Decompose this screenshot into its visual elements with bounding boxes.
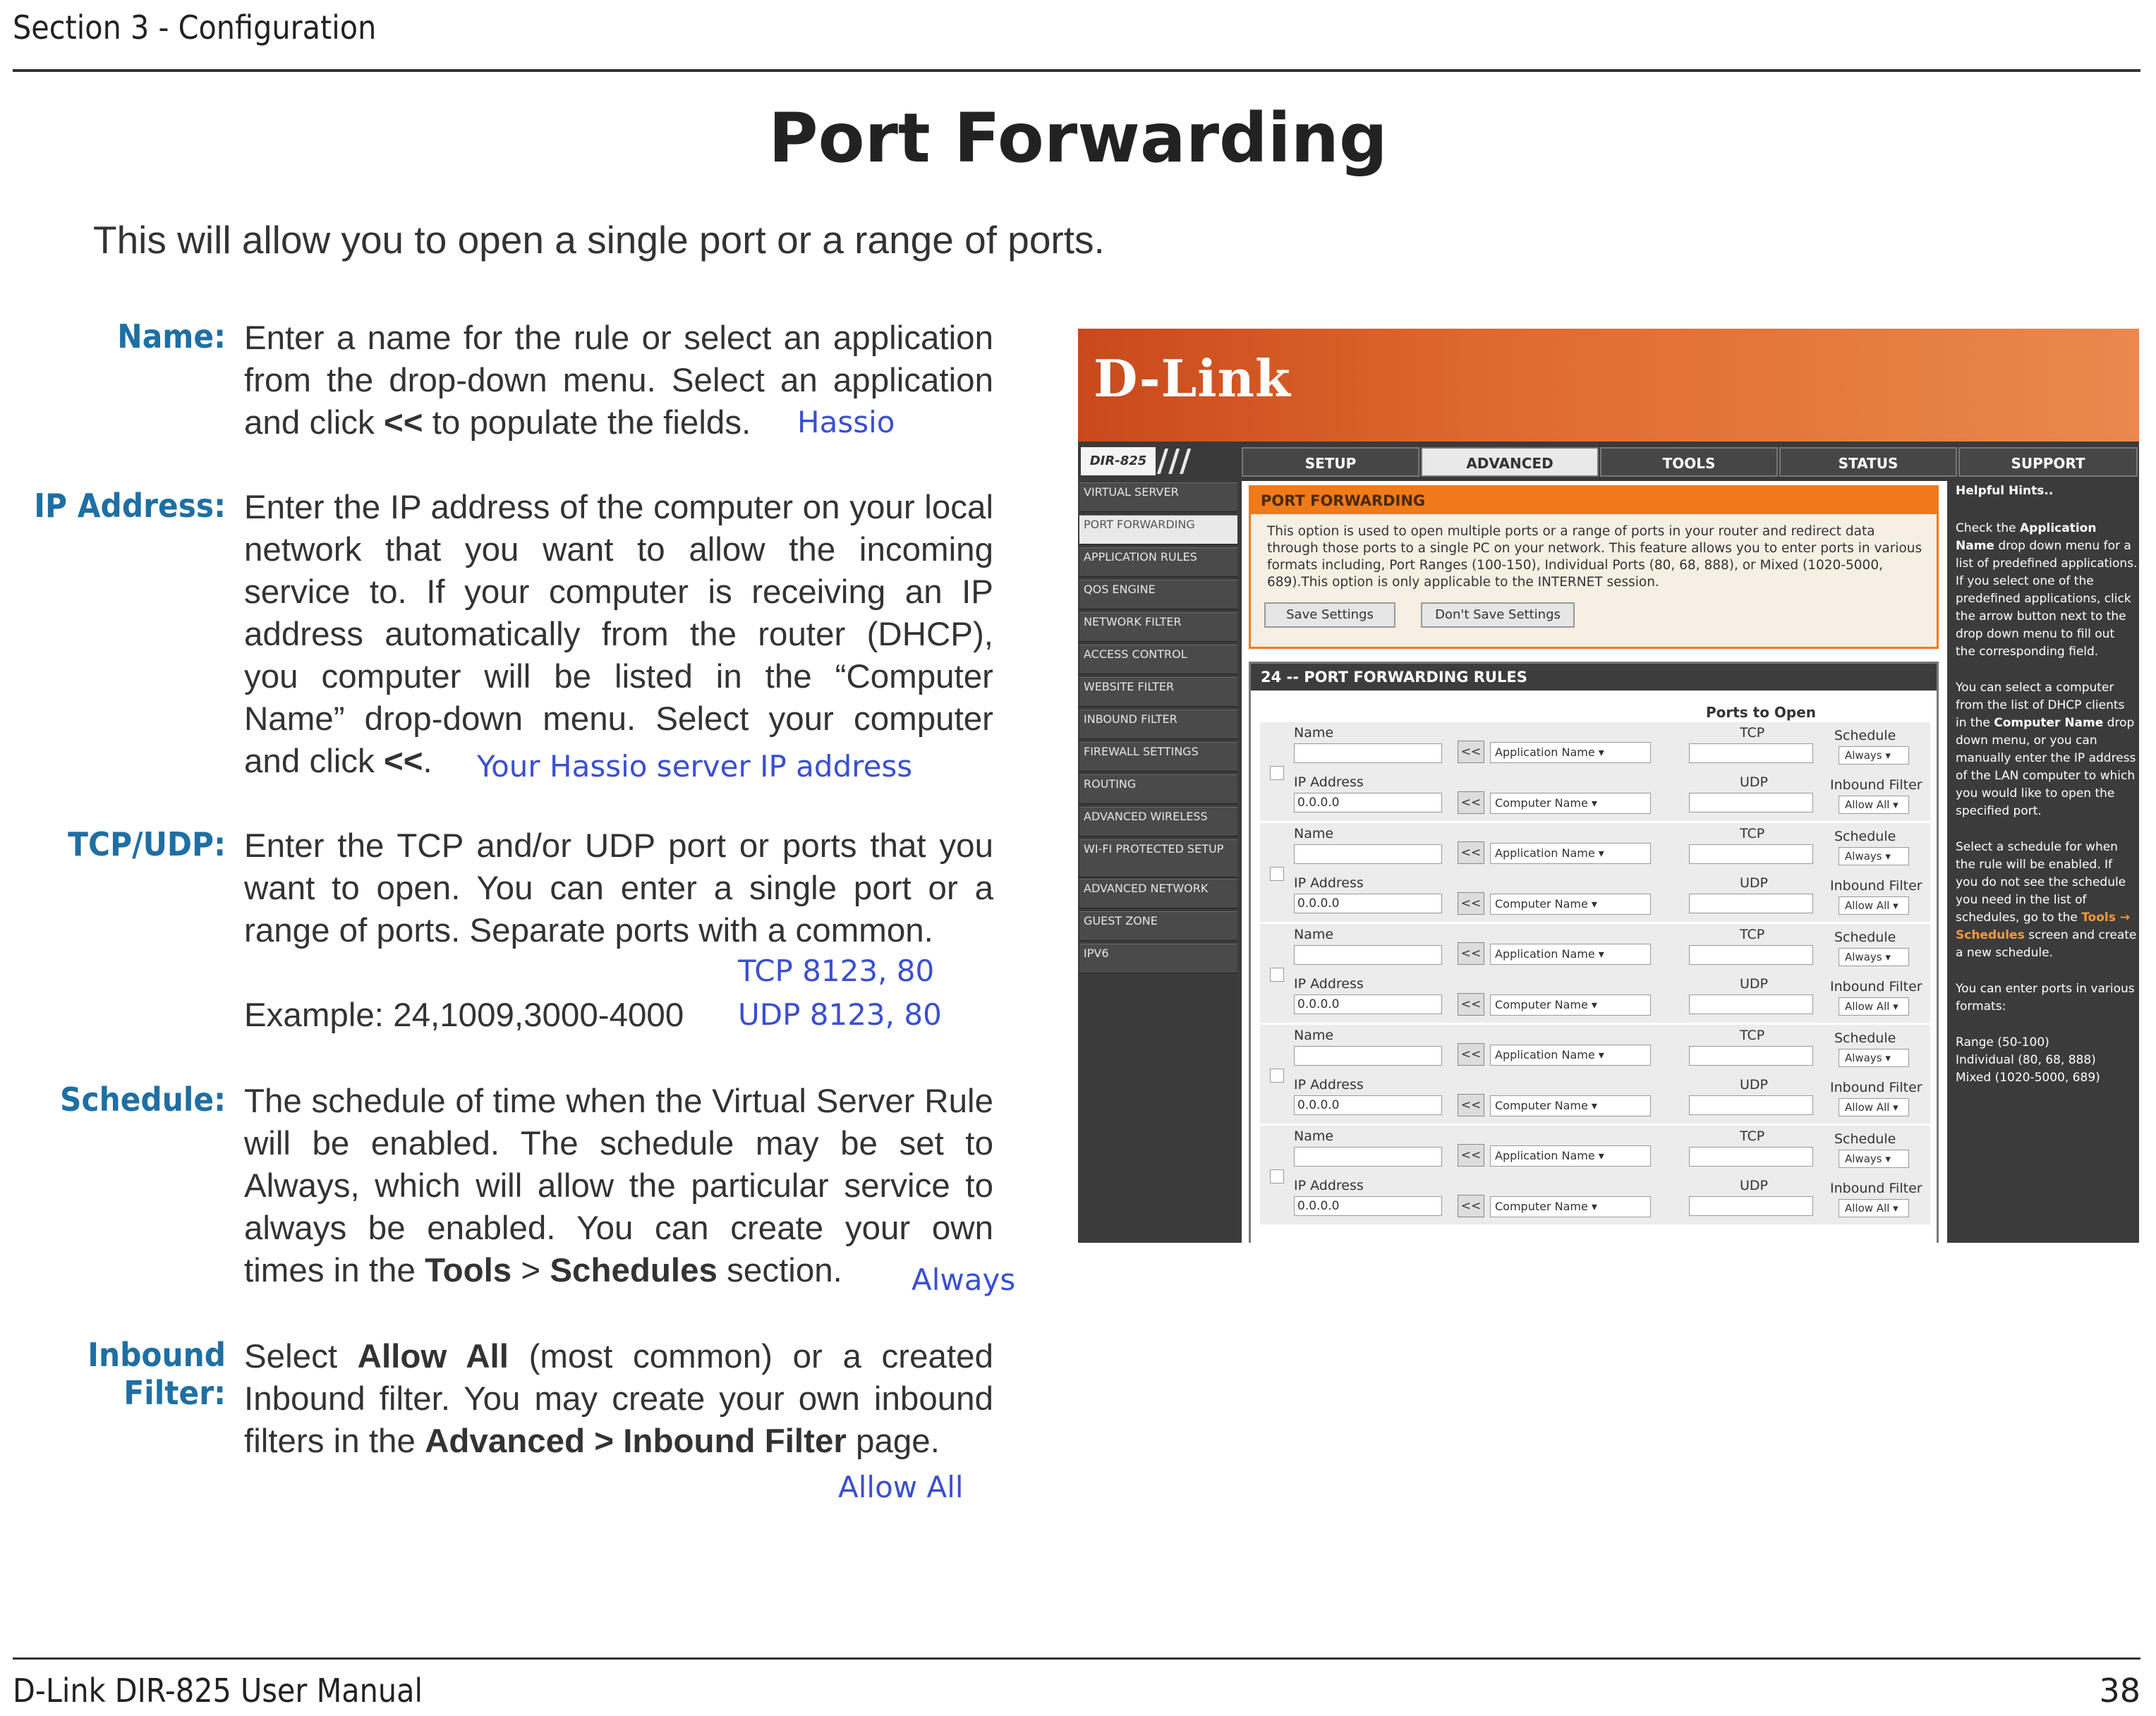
helpful-hints-text (1956, 482, 2138, 1105)
tcp-label: TCP (1740, 927, 1765, 942)
inbound-filter-select[interactable]: Allow All ▾ (1839, 896, 1909, 915)
name-field-label: Name (1294, 826, 1334, 841)
ip-address-input[interactable]: 0.0.0.0 (1294, 793, 1442, 813)
name-description: Enter a name for the rule or select an application from the drop-down menu. Select an application and click << to populate the fields. (244, 320, 993, 442)
ip-field-label: IP Address (1294, 774, 1364, 790)
header-rule (13, 69, 2140, 72)
ip-address-input[interactable]: 0.0.0.0 (1294, 1095, 1442, 1115)
sidebar-item-wi-fi-protected-setup[interactable]: WI-FI PROTECTED SETUP (1079, 839, 1237, 877)
handwritten-tcp-note: TCP 8123, 80 (738, 954, 935, 988)
tab-status[interactable]: STATUS (1779, 447, 1957, 477)
handwritten-udp-note: UDP 8123, 80 (738, 997, 942, 1032)
udp-label: UDP (1740, 976, 1768, 992)
add-computer-button[interactable]: << (1458, 993, 1484, 1016)
name-input[interactable] (1294, 945, 1442, 965)
sidebar-item-firewall-settings[interactable]: FIREWALL SETTINGS (1079, 742, 1237, 772)
inbound-filter-select[interactable]: Allow All ▾ (1839, 796, 1909, 814)
hint-paragraph: Check the Application Name drop down menu for a list of predefined applications. If you select one of the predefined applications, click the arrow button next to the drop down menu to fill out the corresponding field. (1956, 521, 2138, 659)
application-name-select[interactable]: Application Name ▾ (1490, 944, 1651, 965)
tcp-ports-input[interactable] (1689, 1147, 1813, 1167)
add-computer-button[interactable]: << (1458, 892, 1484, 915)
inbound-filter-label: Inbound Filter (1830, 979, 1922, 994)
inbound-filter-label: Inbound Filter (1830, 777, 1922, 793)
schedule-label: Schedule (1834, 1030, 1896, 1046)
name-field-label: Name (1294, 927, 1334, 942)
tcp-ports-input[interactable] (1689, 743, 1813, 763)
udp-ports-input[interactable] (1689, 793, 1813, 813)
ip-address-label: IP Address: (34, 487, 226, 525)
hints-title: Helpful Hints.. (1956, 484, 2054, 498)
inbound-filter-label: Inbound Filter (1830, 878, 1922, 894)
application-name-select[interactable]: Application Name ▾ (1490, 742, 1651, 763)
ip-field-label: IP Address (1294, 1178, 1364, 1193)
ip-address-input[interactable]: 0.0.0.0 (1294, 1196, 1442, 1216)
udp-ports-input[interactable] (1689, 994, 1813, 1014)
application-name-select[interactable]: Application Name ▾ (1490, 1145, 1651, 1167)
inbound-filter-select[interactable]: Allow All ▾ (1839, 997, 1909, 1016)
udp-label: UDP (1740, 875, 1768, 891)
handwritten-filter-note: Allow All (838, 1470, 964, 1504)
application-name-select[interactable]: Application Name ▾ (1490, 843, 1651, 864)
schedule-select[interactable]: Always ▾ (1839, 948, 1909, 966)
sidebar-item-application-rules[interactable]: APPLICATION RULES (1079, 547, 1237, 577)
udp-ports-input[interactable] (1689, 1095, 1813, 1115)
page-title: Port Forwarding (768, 99, 1388, 178)
name-input[interactable] (1294, 1147, 1442, 1167)
footer-manual-title: D-Link DIR-825 User Manual (13, 1672, 423, 1710)
inbound-filter-select[interactable]: Allow All ▾ (1839, 1199, 1909, 1217)
ip-field-label: IP Address (1294, 1077, 1364, 1093)
handwritten-schedule-note: Always (912, 1262, 1016, 1297)
schedule-label: Schedule (1834, 728, 1896, 743)
section-header: Section 3 - Configuration (13, 8, 377, 47)
tab-support[interactable]: SUPPORT (1958, 447, 2138, 477)
computer-name-select[interactable]: Computer Name ▾ (1490, 894, 1651, 915)
add-application-button[interactable]: << (1458, 1144, 1484, 1167)
rule-enable-checkbox[interactable] (1270, 1169, 1284, 1183)
tcp-ports-input[interactable] (1689, 945, 1813, 965)
sidebar-item-inbound-filter[interactable]: INBOUND FILTER (1079, 710, 1237, 739)
sidebar-item-website-filter[interactable]: WEBSITE FILTER (1079, 677, 1237, 707)
ip-field-label: IP Address (1294, 976, 1364, 992)
rule-enable-checkbox[interactable] (1270, 1069, 1284, 1083)
intro-text: This will allow you to open a single port or a range of ports. (93, 218, 1105, 262)
sidebar-item-network-filter[interactable]: NETWORK FILTER (1079, 612, 1237, 642)
tcp-udp-label: TCP/UDP: (68, 825, 226, 863)
sidebar-item-routing[interactable]: ROUTING (1079, 774, 1237, 804)
ip-address-input[interactable]: 0.0.0.0 (1294, 894, 1442, 913)
sidebar-item-port-forwarding[interactable]: PORT FORWARDING (1079, 515, 1237, 544)
ip-address-input[interactable]: 0.0.0.0 (1294, 994, 1442, 1014)
inbound-filter-label: Inbound Filter: (87, 1336, 226, 1412)
add-application-button[interactable]: << (1458, 841, 1484, 864)
sidebar-item-advanced-wireless[interactable]: ADVANCED WIRELESS (1079, 807, 1237, 836)
schedule-label: Schedule (1834, 829, 1896, 844)
save-settings-button[interactable]: Save Settings (1264, 602, 1395, 628)
hint-paragraph: You can enter ports in various formats: (1956, 982, 2135, 1014)
inbound-filter-description: Select Allow All (most common) or a created Inbound filter. You may create your own inbound filters in the Advanced > Inbound Filter page. (244, 1338, 993, 1460)
add-application-button[interactable]: << (1458, 741, 1484, 763)
udp-ports-input[interactable] (1689, 1196, 1813, 1216)
rules-heading: 24 -- PORT FORWARDING RULES (1251, 664, 1937, 690)
name-field-label: Name (1294, 1128, 1334, 1144)
udp-label: UDP (1740, 774, 1768, 790)
computer-name-select[interactable]: Computer Name ▾ (1490, 793, 1651, 814)
inbound-filter-select[interactable]: Allow All ▾ (1839, 1098, 1909, 1116)
name-input[interactable] (1294, 1046, 1442, 1066)
sidebar-item-guest-zone[interactable]: GUEST ZONE (1079, 911, 1237, 941)
add-computer-button[interactable]: << (1458, 1195, 1484, 1217)
tcp-label: TCP (1740, 1128, 1765, 1144)
router-screenshot (1078, 329, 2139, 1243)
tcp-udp-example: Example: 24,1009,3000-4000 (244, 997, 684, 1034)
schedule-label: Schedule (1834, 1131, 1896, 1147)
ip-address-description: Enter the IP address of the computer on your local network that you want to allow the incoming service to. If your computer is receiving an IP address automatically from the router (DHCP), you computer will be listed in the “Computer Name” drop-down menu. Select your computer and click <<. (244, 489, 993, 780)
sidebar-item-qos-engine[interactable]: QOS ENGINE (1079, 580, 1237, 609)
udp-label: UDP (1740, 1178, 1768, 1193)
rule-enable-checkbox[interactable] (1270, 867, 1284, 881)
rule-enable-checkbox[interactable] (1270, 766, 1284, 780)
dlink-logo: D-Link (1094, 348, 1291, 408)
tab-tools[interactable]: TOOLS (1600, 447, 1778, 477)
tcp-ports-input[interactable] (1689, 1046, 1813, 1066)
name-label: Name: (117, 317, 226, 355)
name-field-label: Name (1294, 1028, 1334, 1043)
tcp-udp-description: Enter the TCP and/or UDP port or ports that you want to open. You can enter a single port or a range of ports. Separate ports with a common. (244, 827, 993, 949)
add-computer-button[interactable]: << (1458, 791, 1484, 814)
tcp-label: TCP (1740, 826, 1765, 841)
add-application-button[interactable]: << (1458, 1043, 1484, 1066)
application-name-select[interactable]: Application Name ▾ (1490, 1045, 1651, 1066)
udp-ports-input[interactable] (1689, 894, 1813, 913)
sidebar-item-ipv6[interactable]: IPV6 (1079, 944, 1237, 973)
tab-advanced[interactable]: ADVANCED (1421, 447, 1599, 477)
computer-name-select[interactable]: Computer Name ▾ (1490, 1196, 1651, 1217)
schedule-select[interactable]: Always ▾ (1839, 847, 1909, 865)
dont-save-settings-button[interactable]: Don't Save Settings (1421, 602, 1575, 628)
port-forwarding-description: This option is used to open multiple ports or a range of ports in your router and redirect data through those ports to a single PC on your network. This feature allows you to enter ports in various formats including, Port Ranges (100-150), Individual Ports (80, 68, 888), or Mixed (1020-5000, 689).This option is only applicable to the INTERNET session. (1267, 524, 1922, 590)
page-number: 38 (2099, 1672, 2140, 1710)
hint-paragraph: Select a schedule for when the rule will be enabled. If you do not see the schedule you need in the list of schedules, go to the Tools → Schedules screen and create a new schedule. (1956, 840, 2137, 960)
name-field-label: Name (1294, 725, 1334, 741)
name-input[interactable] (1294, 844, 1442, 864)
schedule-label: Schedule (1834, 930, 1896, 945)
model-badge: DIR-825 (1081, 447, 1156, 475)
footer-rule (13, 1657, 2140, 1660)
computer-name-select[interactable]: Computer Name ▾ (1490, 994, 1651, 1016)
hint-paragraph: Range (50-100) Individual (80, 68, 888) Mixed (1020-5000, 689) (1956, 1035, 2100, 1085)
add-application-button[interactable]: << (1458, 942, 1484, 965)
schedule-select[interactable]: Always ▾ (1839, 1049, 1909, 1067)
divider-slashes: /// (1157, 443, 1192, 479)
inbound-filter-label: Inbound Filter (1830, 1080, 1922, 1095)
sidebar-item-virtual-server[interactable]: VIRTUAL SERVER (1079, 482, 1237, 512)
handwritten-ip-note: Your Hassio server IP address (477, 749, 913, 784)
inbound-filter-label: Inbound Filter (1830, 1181, 1922, 1196)
ports-to-open-header: Ports to Open (1705, 704, 1817, 721)
udp-label: UDP (1740, 1077, 1768, 1093)
name-input[interactable] (1294, 743, 1442, 763)
tcp-ports-input[interactable] (1689, 844, 1813, 864)
tcp-label: TCP (1740, 725, 1765, 741)
sidebar-item-advanced-network[interactable]: ADVANCED NETWORK (1079, 879, 1237, 908)
rule-enable-checkbox[interactable] (1270, 968, 1284, 982)
computer-name-select[interactable]: Computer Name ▾ (1490, 1095, 1651, 1116)
tcp-label: TCP (1740, 1028, 1765, 1043)
schedule-select[interactable]: Always ▾ (1839, 1150, 1909, 1168)
schedule-select[interactable]: Always ▾ (1839, 746, 1909, 765)
handwritten-name-note: Hassio (797, 405, 895, 439)
ip-field-label: IP Address (1294, 875, 1364, 891)
port-forwarding-heading: PORT FORWARDING (1251, 487, 1937, 514)
schedule-description: The schedule of time when the Virtual Server Rule will be enabled. The schedule may be set to Always, which will allow the particular service to always be enabled. You can create your own times in the Tools > Schedules section. (244, 1083, 993, 1289)
add-computer-button[interactable]: << (1458, 1094, 1484, 1116)
sidebar-item-access-control[interactable]: ACCESS CONTROL (1079, 645, 1237, 674)
tab-setup[interactable]: SETUP (1242, 447, 1419, 477)
schedule-label: Schedule: (60, 1081, 226, 1119)
hint-paragraph: You can select a computer from the list of DHCP clients in the Computer Name drop down menu, or you can manually enter the IP address of the LAN computer to which you would like to open the specified port. (1956, 681, 2136, 818)
